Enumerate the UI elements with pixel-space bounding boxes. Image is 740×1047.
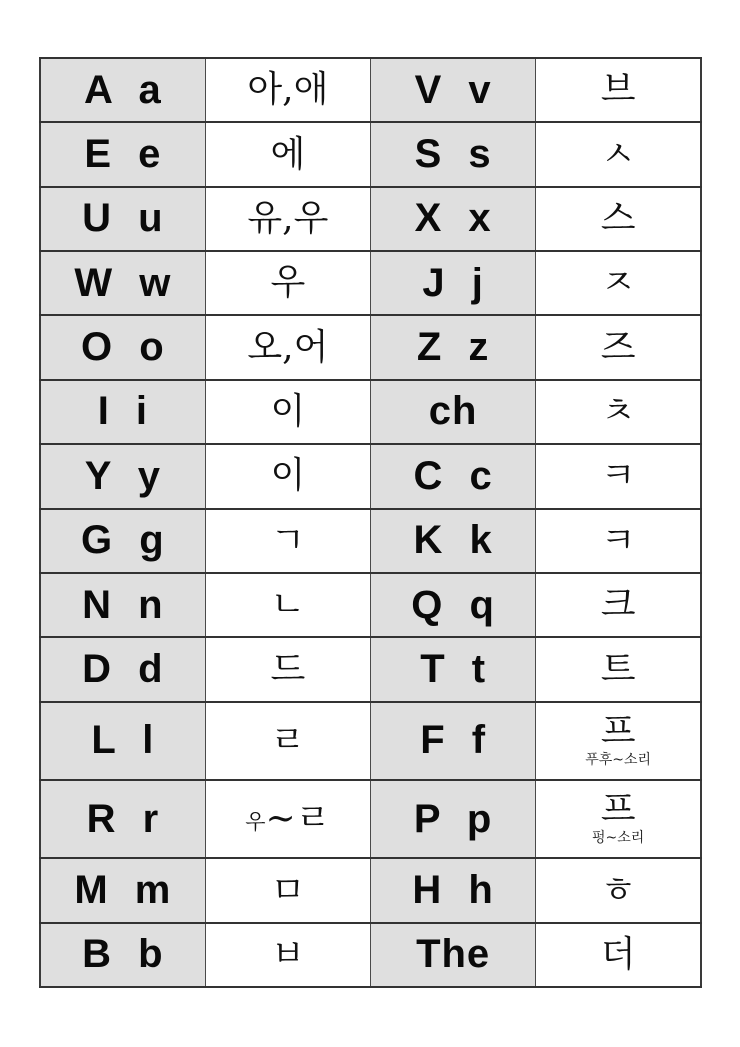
letter-pair-right: C c [413,453,493,498]
korean-sound-left: ㅂ [270,933,306,975]
table-row [40,858,701,922]
latin-letter-cell-left [40,573,205,637]
table-row [40,573,701,637]
korean-sound-left: 드 [270,648,306,690]
korean-sound-left: 유,우 [247,198,329,239]
korean-sound-right: 프 [600,711,636,753]
latin-letter-cell-left [40,122,205,186]
letter-pair-left: Y y [84,453,162,498]
korean-sound-wrap-left [206,393,370,431]
table-rows [40,58,701,987]
korean-sound-left: ㄱ [270,519,306,561]
korean-sound-left: ㅁ [270,869,306,911]
korean-sound-cell-left [205,380,370,444]
korean-sound-right: ㅈ [600,262,636,304]
latin-letter-cell-right [371,637,536,701]
latin-letter-cell-right [371,251,536,315]
korean-sound-cell-left [205,573,370,637]
korean-sound-wrap-right [536,326,700,368]
korean-sound-wrap-right [536,71,700,109]
latin-letter-cell-right [371,315,536,379]
letter-pair-right: ch [428,389,478,434]
letter-pair-right: T t [420,646,487,691]
letter-pair-left: N n [82,582,164,627]
latin-letter-cell-left [40,444,205,508]
letter-pair-right: The [416,932,491,977]
korean-sound-cell-right [536,509,701,573]
korean-sound-cell-left [205,780,370,858]
korean-sound-wrap-left [206,133,370,175]
letter-pair-right: Z z [416,325,490,370]
korean-sound-cell-right [536,187,701,251]
english-korean-pronunciation-table [39,57,702,988]
korean-sound-wrap-right [536,393,700,431]
table-row [40,923,701,987]
korean-sound-wrap-left [206,519,370,561]
korean-sound-wrap-left [206,933,370,975]
korean-sound-wrap-left [206,71,370,109]
korean-sound-right: 크 [600,584,636,626]
latin-letter-cell-left [40,58,205,122]
latin-letter-cell-right [371,58,536,122]
latin-letter-cell-left [40,380,205,444]
korean-sound-left: ㄹ [270,719,306,761]
latin-letter-cell-right [371,858,536,922]
korean-sound-wrap-left [206,457,370,495]
letter-pair-left: O o [81,325,165,370]
latin-letter-cell-right [371,444,536,508]
korean-sound-cell-right [536,444,701,508]
letter-pair-left: D d [82,646,164,691]
korean-sound-wrap-left [206,326,370,368]
korean-sound-cell-right [536,780,701,858]
korean-sound-cell-right [536,251,701,315]
korean-sound-wrap-left [206,719,370,761]
latin-letter-cell-right [371,122,536,186]
latin-letter-cell-left [40,187,205,251]
korean-sound-wrap-right [536,519,700,561]
korean-sound-cell-right [536,637,701,701]
table-row [40,444,701,508]
korean-sound-wrap-right [536,264,700,302]
korean-sound-right: ㅎ [600,869,636,911]
letter-pair-left: A a [83,67,162,112]
table-row [40,315,701,379]
korean-sound-cell-left [205,858,370,922]
korean-sound-cell-left [205,637,370,701]
korean-sound-cell-right [536,573,701,637]
table-row [40,122,701,186]
korean-sound-wrap-left [206,869,370,911]
korean-sound-wrap-right [536,457,700,495]
letter-pair-left: W w [74,260,172,305]
korean-sound-left: 이 [270,455,306,497]
letter-pair-right: P p [413,796,493,841]
korean-sound-cell-left [205,702,370,780]
korean-sound-left: 아,애 [247,69,329,111]
latin-letter-cell-right [371,780,536,858]
latin-letter-cell-right [371,187,536,251]
korean-sound-cell-right [536,858,701,922]
korean-sound-wrap-right [536,791,700,829]
korean-sound-wrap-right [536,586,700,624]
table-row [40,509,701,573]
korean-sound-wrap-left [206,200,370,238]
korean-sound-note-right: 푸후~소리 [585,751,652,768]
letter-pair-right: K k [413,518,493,563]
latin-letter-cell-right [371,380,536,444]
korean-sound-cell-left [205,187,370,251]
korean-sound-right: ㅋ [600,455,636,497]
latin-letter-cell-left [40,509,205,573]
korean-sound-cell-left [205,315,370,379]
korean-sound-wrap-left [206,264,370,302]
letter-pair-right: S s [414,132,492,177]
letter-pair-right: V v [414,67,492,112]
korean-sound-wrap-right [536,713,700,751]
letter-pair-left: B b [82,932,164,977]
korean-sound-cell-left [205,122,370,186]
table-row [40,380,701,444]
latin-letter-cell-left [40,315,205,379]
latin-letter-cell-right [371,509,536,573]
korean-sound-wrap-left [206,800,370,838]
letter-pair-left: G g [81,518,165,563]
latin-letter-cell-left [40,251,205,315]
letter-pair-left: L l [91,718,155,763]
korean-sound-left: 에 [270,133,306,175]
korean-sound-right: 스 [600,198,636,239]
korean-sound-right: 즈 [600,326,636,368]
korean-sound-cell-left [205,509,370,573]
korean-sound-wrap-left [206,586,370,624]
korean-sound-cell-left [205,251,370,315]
korean-sound-cell-right [536,923,701,987]
korean-sound-note-right: 펑~소리 [591,830,645,847]
table-row [40,637,701,701]
letter-pair-right: X x [414,196,492,241]
letter-pair-right: J j [422,260,484,305]
korean-sound-left: ~ㄹ [265,798,331,840]
korean-sound-right: 더 [600,933,636,975]
korean-sound-right: ㅅ [600,133,636,175]
korean-sound-left: 이 [270,391,306,433]
latin-letter-cell-right [371,573,536,637]
korean-sound-cell-right [536,315,701,379]
latin-letter-cell-left [40,780,205,858]
korean-sound-cell-left [205,444,370,508]
latin-letter-cell-right [371,923,536,987]
latin-letter-cell-left [40,702,205,780]
table-row [40,58,701,122]
korean-sound-left: ㄴ [270,584,306,626]
letter-pair-left: E e [84,132,162,177]
korean-sound-left: 우 [270,262,306,304]
latin-letter-cell-left [40,637,205,701]
table-row [40,251,701,315]
korean-sound-wrap-right [536,648,700,690]
letter-pair-left: U u [82,196,164,241]
korean-sound-right: 트 [600,648,636,690]
korean-sound-left: 오,어 [247,326,329,368]
table-row [40,702,701,780]
korean-sound-cell-right [536,380,701,444]
korean-sound-right: ㅊ [600,391,636,433]
korean-sound-cell-right [536,702,701,780]
korean-sound-cell-right [536,122,701,186]
korean-sound-cell-left [205,58,370,122]
letter-pair-right: Q q [411,582,495,627]
korean-sound-wrap-right [536,933,700,975]
korean-sound-right: ㅋ [600,519,636,561]
letter-pair-left: I i [97,389,149,434]
korean-sound-wrap-left [206,648,370,690]
korean-sound-cell-right [536,58,701,122]
korean-sound-wrap-right [536,200,700,238]
korean-sound-right: 브 [600,69,636,111]
korean-sound-small-prefix-left: 우 [245,810,266,835]
table-row [40,780,701,858]
table-row [40,187,701,251]
letter-pair-right: H h [412,867,494,912]
latin-letter-cell-right [371,702,536,780]
korean-sound-cell-left [205,923,370,987]
letter-pair-left: M m [74,867,172,912]
korean-sound-wrap-right [536,133,700,175]
latin-letter-cell-left [40,923,205,987]
latin-letter-cell-left [40,858,205,922]
korean-sound-wrap-right [536,869,700,911]
korean-sound-right: 프 [600,789,636,831]
letter-pair-left: R r [86,796,160,841]
letter-pair-right: F f [420,718,487,763]
